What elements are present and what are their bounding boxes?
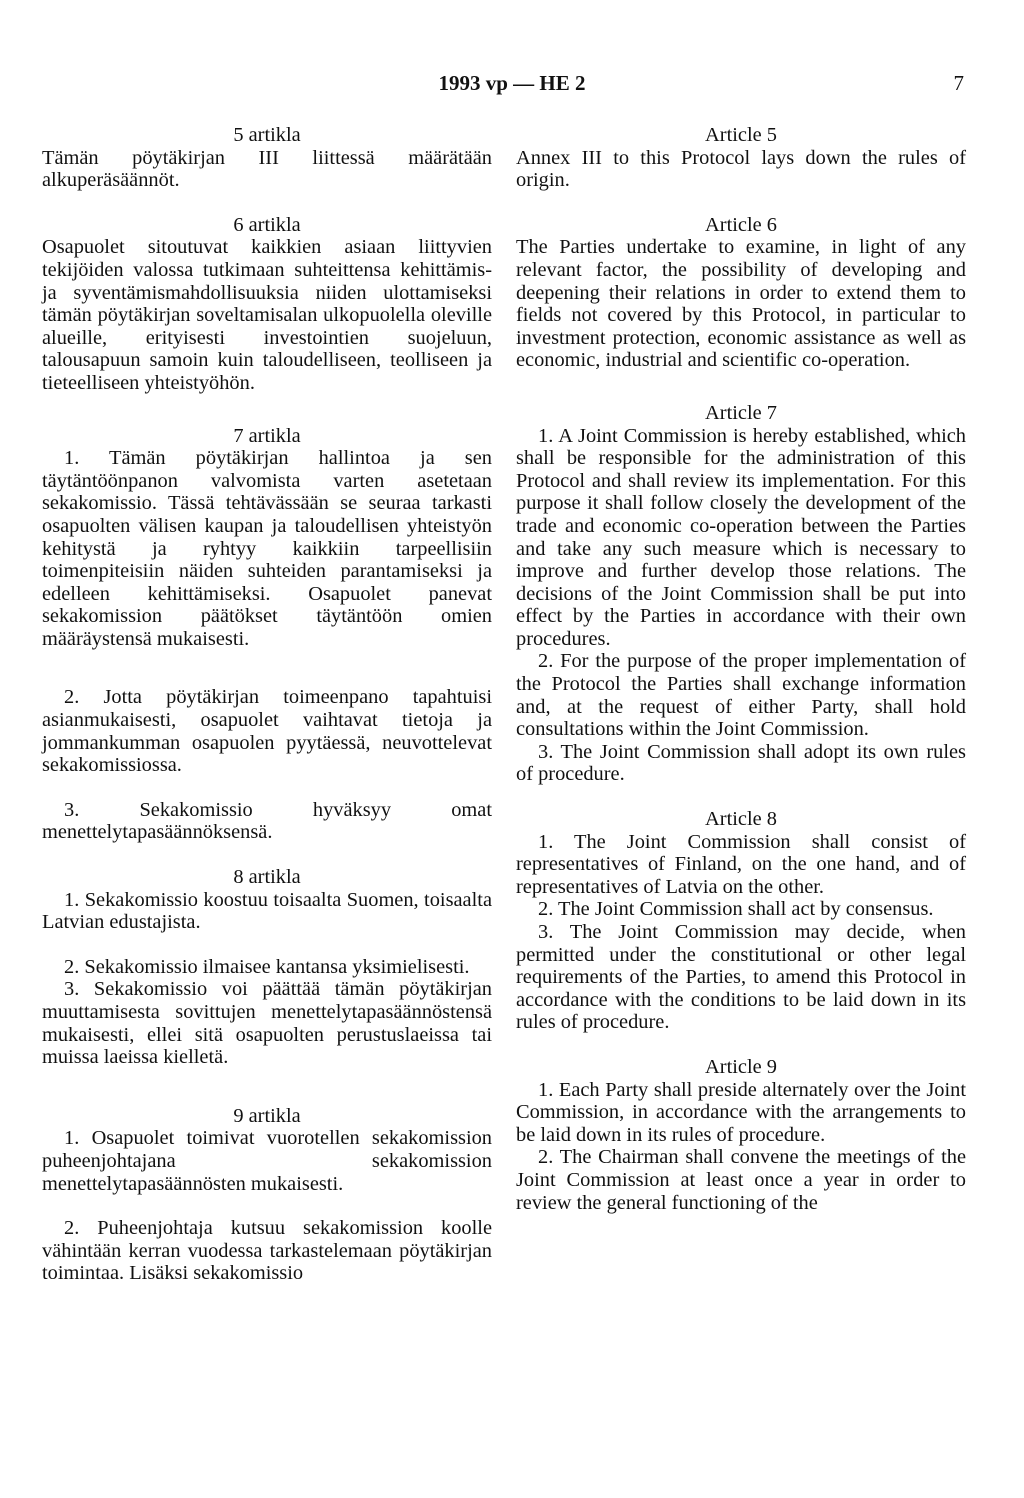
article-7-en <box>516 402 966 786</box>
article-paragraph: 2. Jotta pöytäkirjan toimeenpano tapahtuisi asianmukaisesti, osapuolet vaihtavat tietoja ja jommankumman osapuolen pyytäessä, neuvottelevat sekakomissiossa. <box>42 686 492 777</box>
article-heading: Article 9 <box>705 1055 777 1078</box>
article-paragraph: 1. Tämän pöytäkirjan hallintoa ja sen täytäntöönpanon valvomista varten asetetaan sekakomissio. Tässä tehtävässään se seuraa tarkasti osapuolten välisen kaupan ja taloudellisen yhteistyön kehitystä ja ryhtyy kaikkiin tarpeellisiin toimenpiteisiin näiden suhteiden parantamiseksi ja edelleen kehittämiseksi. Osapuolet panevat sekakomission päätökset täytäntöön omien määräystensä mukaisesti. <box>42 447 492 650</box>
article-5-en <box>516 124 966 192</box>
article-8-en <box>516 808 966 1034</box>
article-heading: 9 artikla <box>233 1104 301 1127</box>
article-paragraph: 2. The Joint Commission shall act by consensus. <box>538 898 934 921</box>
article-paragraph: Osapuolet sitoutuvat kaikkien asiaan liittyvien tekijöiden valossa tutkimaan suhteittensa kehittämis- ja syventämismahdollisuuksia niiden ulottamiseksi tämän pöytäkirjan soveltamisalan ulkopuolella oleville alueille, erityisesti investointien suojeluun, talousapuun samoin kuin taloudelliseen, teolliseen ja tieteelliseen yhteistyöhön. <box>42 236 492 394</box>
article-paragraph: 2. Puheenjohtaja kutsuu sekakomission koolle vähintään kerran vuodessa tarkastelemaan pöytäkirjan toimintaa. Lisäksi sekakomissio <box>42 1217 492 1285</box>
article-heading: Article 7 <box>705 401 777 424</box>
article-paragraph: 1. Sekakomissio koostuu toisaalta Suomen, toisaalta Latvian edustajista. <box>42 888 492 934</box>
article-paragraph: 3. The Joint Commission shall adopt its own rules of procedure. <box>516 740 966 786</box>
article-6-en <box>516 214 966 372</box>
page-number: 7 <box>953 71 964 95</box>
running-head: 1993 vp — HE 2 <box>438 71 586 95</box>
article-paragraph: Annex III to this Protocol lays down the rules of origin. <box>516 146 966 192</box>
finnish-column <box>42 124 492 1285</box>
article-heading: 7 artikla <box>233 424 301 447</box>
article-paragraph: 3. Sekakomissio voi päättää tämän pöytäkirjan muuttamisesta sovittujen menettelytapasäännöstensä mukaisesti, ellei sitä osapuolten perustuslaeissa tai muissa laeissa kielletä. <box>42 978 492 1069</box>
article-paragraph: 1. The Joint Commission shall consist of representatives of Finland, on the one hand, and of representatives of Latvia on the other. <box>516 830 966 898</box>
article-5-fi <box>42 124 492 192</box>
article-heading: 8 artikla <box>233 866 301 889</box>
article-paragraph: 2. The Chairman shall convene the meetings of the Joint Commission at least once a year in order to review the general functioning of the <box>516 1146 966 1214</box>
article-heading: Article 5 <box>705 124 777 146</box>
article-paragraph: The Parties undertake to examine, in light of any relevant factor, the possibility of developing and deepening their relations in order to extend them to fields not covered by this Protocol, in particular to investment protection, economic assistance as well as economic, industrial and scientific co-operation. <box>516 236 966 372</box>
article-paragraph: 3. Sekakomissio hyväksyy omat menettelytapasäännöksensä. <box>42 798 492 844</box>
article-9-fi <box>42 1105 492 1285</box>
article-paragraph: 1. Osapuolet toimivat vuorotellen sekakomission puheenjohtajana sekakomission menettelytapasäännösten mukaisesti. <box>42 1127 492 1195</box>
article-8-fi <box>42 866 492 1069</box>
article-heading: 6 artikla <box>233 213 301 236</box>
article-paragraph: 2. Sekakomissio ilmaisee kantansa yksimielisesti. <box>64 955 470 978</box>
article-paragraph: 1. A Joint Commission is hereby established, which shall be responsible for the administration of this Protocol and shall review its implementation. For this purpose it shall follow closely the development of the trade and economic co-operation between the Parties and take any such measure which is necessary to improve and further develop those relations. The decisions of the Joint Commission shall be put into effect by the Parties in accordance with their own procedures. <box>516 424 966 650</box>
article-heading: Article 6 <box>705 213 777 236</box>
article-paragraph: 3. The Joint Commission may decide, when permitted under the constitutional or other legal requirements of the Parties, to amend this Protocol in accordance with the conditions to be laid down in its rules of procedure. <box>516 921 966 1034</box>
article-6-fi <box>42 214 492 395</box>
article-9-en <box>516 1056 966 1214</box>
article-paragraph: 2. For the purpose of the proper implementation of the Protocol the Parties shall exchange information and, at the request of either Party, shall hold consultations within the Joint Commission. <box>516 650 966 741</box>
article-heading: 5 artikla <box>233 124 301 146</box>
article-paragraph: Tämän pöytäkirjan III liittessä määrätään alkuperäsäännöt. <box>42 146 492 192</box>
english-column <box>516 124 966 1214</box>
article-heading: Article 8 <box>705 808 777 831</box>
article-7-fi <box>42 425 492 845</box>
page-header <box>0 68 1024 98</box>
article-paragraph: 1. Each Party shall preside alternately over the Joint Commission, in accordance with the arrangements to be laid down in its rules of procedure. <box>516 1078 966 1146</box>
